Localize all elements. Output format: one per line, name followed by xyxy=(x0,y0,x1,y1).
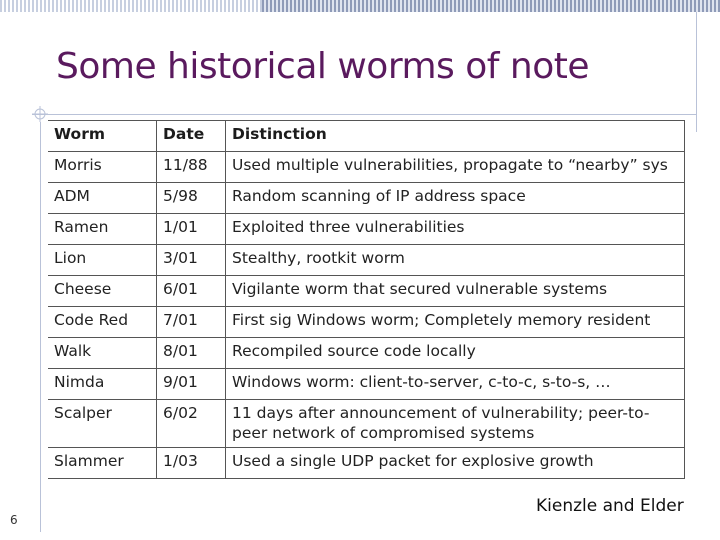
table-row xyxy=(48,369,685,400)
cell-distinction: Random scanning of IP address space xyxy=(226,183,685,214)
cell-distinction: 11 days after announcement of vulnerability; peer-to-peer network of compromised systems xyxy=(226,400,685,448)
cell-distinction: Vigilante worm that secured vulnerable systems xyxy=(226,276,685,307)
table-row xyxy=(48,214,685,245)
cell-worm: Scalper xyxy=(48,400,157,448)
crosshair-icon xyxy=(32,106,48,122)
cell-worm: Morris xyxy=(48,152,157,183)
cell-worm: Nimda xyxy=(48,369,157,400)
left-vertical-rule xyxy=(40,122,41,532)
cell-worm: Walk xyxy=(48,338,157,369)
cell-distinction: Used multiple vulnerabilities, propagate to “nearby” sys xyxy=(226,152,685,183)
table-row xyxy=(48,400,685,448)
cell-distinction: First sig Windows worm; Completely memory resident xyxy=(226,307,685,338)
slide-title: Some historical worms of note xyxy=(56,46,590,87)
cell-date: 11/88 xyxy=(157,152,226,183)
top-decorative-band-dark xyxy=(262,0,720,12)
cell-date: 8/01 xyxy=(157,338,226,369)
header-worm: Worm xyxy=(48,121,157,152)
table-row xyxy=(48,276,685,307)
worms-table xyxy=(48,120,685,479)
cell-date: 6/01 xyxy=(157,276,226,307)
table-header-row xyxy=(48,121,685,152)
table-row xyxy=(48,307,685,338)
table-row xyxy=(48,448,685,479)
cell-worm: Slammer xyxy=(48,448,157,479)
right-vertical-rule xyxy=(696,12,697,132)
cell-date: 1/03 xyxy=(157,448,226,479)
cell-distinction: Exploited three vulnerabilities xyxy=(226,214,685,245)
cell-date: 5/98 xyxy=(157,183,226,214)
cell-date: 6/02 xyxy=(157,400,226,448)
table-row xyxy=(48,183,685,214)
header-distinction: Distinction xyxy=(226,121,685,152)
cell-worm: Cheese xyxy=(48,276,157,307)
cell-date: 1/01 xyxy=(157,214,226,245)
cell-date: 7/01 xyxy=(157,307,226,338)
cell-worm: Code Red xyxy=(48,307,157,338)
cell-date: 9/01 xyxy=(157,369,226,400)
footer-credit: Kienzle and Elder xyxy=(536,496,684,516)
table-row xyxy=(48,152,685,183)
table-row xyxy=(48,245,685,276)
cell-worm: Ramen xyxy=(48,214,157,245)
cell-worm: Lion xyxy=(48,245,157,276)
page-number: 6 xyxy=(10,513,18,527)
cell-date: 3/01 xyxy=(157,245,226,276)
cell-worm: ADM xyxy=(48,183,157,214)
title-horizontal-rule xyxy=(32,114,696,115)
cell-distinction: Recompiled source code locally xyxy=(226,338,685,369)
cell-distinction: Stealthy, rootkit worm xyxy=(226,245,685,276)
cell-distinction: Used a single UDP packet for explosive growth xyxy=(226,448,685,479)
cell-distinction: Windows worm: client-to-server, c-to-c, s-to-s, … xyxy=(226,369,685,400)
header-date: Date xyxy=(157,121,226,152)
table-row xyxy=(48,338,685,369)
